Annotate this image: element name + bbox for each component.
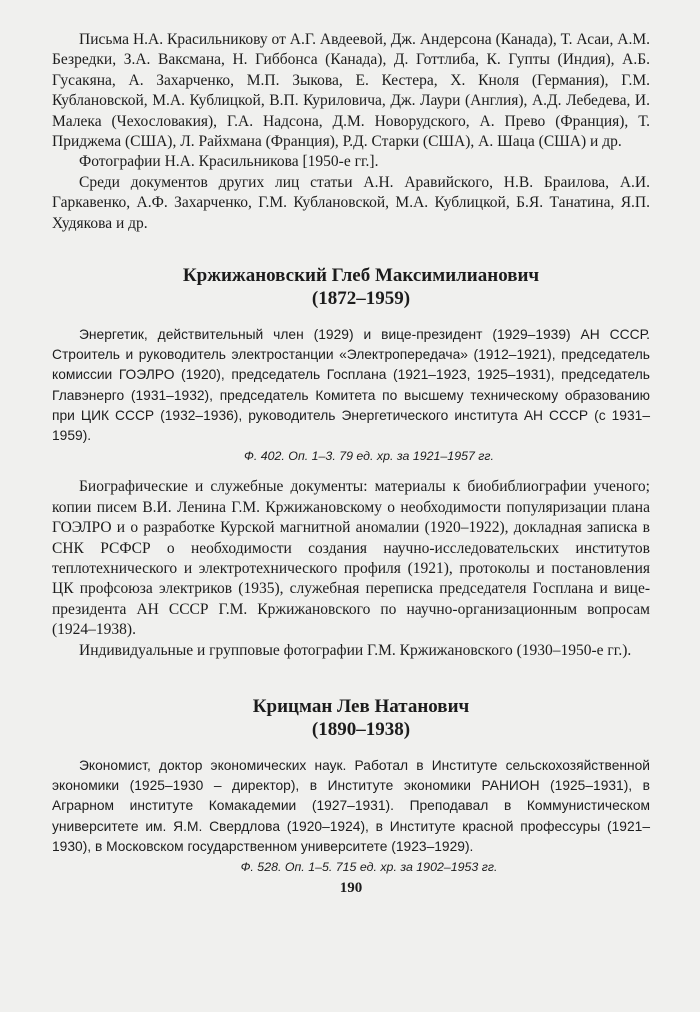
other-persons-paragraph: Среди документов других лиц статьи А.Н. Аравийского, Н.В. Браилова, А.И. Гаркавенко, А.Ф. Захарченко, Г.М. Кублановской, М.А. Кублицкой, Б.Я. Танатина, Я.П. Худякова и др.	[52, 173, 650, 232]
photographs-paragraph: Индивидуальные и групповые фотографии Г.М. Кржижановского (1930–1950-е гг.).	[79, 641, 632, 659]
photos-paragraph: Фотографии Н.А. Красильникова [1950-е гг.].	[79, 153, 379, 171]
page-number: 190	[339, 879, 363, 896]
entry-bio: Энергетик, действительный член (1929) и вице-президент (1929–1939) АН СССР. Строитель и руководитель электростанции «Электропередача» (1912–1921), председатель комиссии ГОЭЛРО (1920), председатель Госплана (1921–1923, 1925–1931), председатель Главэнерго (1931–1932), председатель Комитета по высшему техническому образованию при ЦИК СССР (1932–1936), руководитель Энергетического института АН СССР (с 1931–1959).	[52, 327, 650, 444]
documents-paragraph: Биографические и служебные документы: материалы к биобиблиографии ученого; копии писем В.И. Ленина Г.М. Кржижановскому о необходимости популяризации плана ГОЭЛРО и о разработке Курской магнитной аномалии (1920–1922), докладная записка в СНК РСФСР о необходимости создания научно-исследовательских институтов теплотехнического и электротехнического профиля (1921), протоколы и постановления ЦК профсоюза электриков (1935), служебная переписка председателя Госплана и вице-президента АН СССР Г.М. Кржижановского по научно-организационным вопросам (1924–1938).	[52, 478, 650, 639]
fond-reference: Ф. 402. Оп. 1–3. 79 ед. хр. за 1921–1957 гг.	[244, 449, 494, 464]
letters-paragraph: Письма Н.А. Красильникову от А.Г. Авдеевой, Дж. Андерсона (Канада), Т. Асаи, А.М. Безредки, З.А. Ваксмана, Н. Гиббонса (Канада), Д. Готтлиба, К. Гупты (Индия), А.Б. Гусакяна, А. Захарченко, М.П. Зыкова, Е. Кестера, Х. Кноля (Германия), Г.М. Кублановской, М.А. Кублицкой, В.П. Куриловича, Дж. Лаури (Англия), А.Д. Лебедева, И. Малека (Чехословакия), Г.А. Надсона, Д.М. Новорудского, А. Прево (Франция), Т. Приджема (США), Л. Райхмана (Франция), Р.Д. Старки (США), А. Шаца (США) и др.	[52, 31, 650, 151]
entry-heading-years: (1890–1938)	[311, 718, 411, 740]
entry-heading-name: Крицман Лев Натанович	[252, 695, 470, 717]
entry-bio: Экономист, доктор экономических наук. Работал в Институте сельскохозяйственной экономики (1925–1930 – директор), в Институте экономики РАНИОН (1925–1931), в Аграрном институте Комакадемии (1927–1931). Преподавал в Коммунистическом университете им. Я.М. Свердлова (1920–1924), в Институте красной профессуры (1921–1930), в Московском государственном университете (1923–1929).	[52, 757, 650, 854]
entry-heading-years: (1872–1959)	[311, 288, 411, 310]
fond-reference: Ф. 528. Оп. 1–5. 715 ед. хр. за 1902–1953 гг.	[240, 859, 498, 874]
entry-heading-name: Кржижановский Глеб Максимилианович	[182, 265, 540, 287]
